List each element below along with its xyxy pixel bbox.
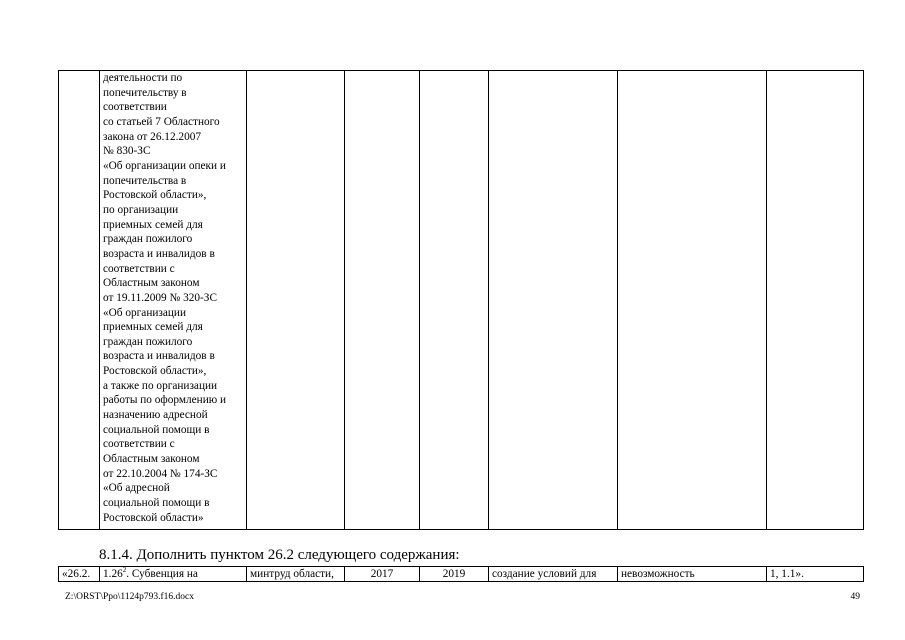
goal-cell: создание условий для — [489, 567, 618, 582]
description-line: соответствии с — [103, 262, 175, 275]
description-line: попечительству в — [103, 86, 187, 99]
description-line: соответствии — [103, 101, 167, 114]
description-line: от 22.10.2004 № 174-ЗС — [103, 467, 218, 480]
new-item-table — [58, 566, 864, 582]
description-line: приемных семей для — [103, 218, 203, 231]
start-year-cell: 2017 — [345, 567, 420, 582]
description-line: закона от 26.12.2007 — [103, 130, 202, 143]
description-line: социальной помощи в — [103, 497, 210, 510]
description-line: назначению адресной — [103, 409, 208, 422]
table-cell — [247, 71, 345, 530]
description-line: возраста и инвалидов в — [103, 247, 215, 260]
description-line: Ростовской области», — [103, 189, 207, 202]
description-line: Ростовской области», — [103, 365, 207, 378]
description-line: а также по организации — [103, 379, 218, 392]
section-heading: 8.1.4. Дополнить пунктом 26.2 следующего содержания: — [99, 547, 460, 563]
continuation-table — [58, 70, 864, 530]
description-line: по организации — [103, 203, 179, 216]
description-line: попечительства в — [103, 174, 187, 187]
description-line: со статьей 7 Областного — [103, 115, 220, 128]
table-cell — [489, 71, 618, 530]
table-cell-number — [59, 71, 100, 530]
description-line: возраста и инвалидов в — [103, 350, 215, 363]
description-line: «Об организации опеки и — [103, 159, 226, 172]
description-line: Ростовской области» — [103, 511, 204, 524]
description-line: граждан пожилого — [103, 335, 193, 348]
description-line: соответствии с — [103, 438, 175, 451]
description-line: «Об адресной — [103, 482, 170, 495]
page-number: 49 — [850, 592, 860, 602]
end-year-cell: 2019 — [420, 567, 489, 582]
description-line: работы по оформлению и — [103, 394, 227, 407]
table-cell — [345, 71, 420, 530]
description-line: № 830-ЗС — [103, 145, 151, 158]
document-file-path: Z:\ORST\Ppo\1124p793.f16.docx — [65, 592, 194, 602]
item-title-superscript: 2 — [122, 566, 127, 575]
item-title-cell — [100, 567, 247, 582]
item-title-text: . Субвенция на — [126, 568, 198, 580]
table-cell-description — [100, 71, 247, 530]
description-line: граждан пожилого — [103, 233, 193, 246]
item-number-cell: «26.2. — [59, 567, 100, 582]
reference-cell: 1, 1.1». — [767, 567, 864, 582]
consequence-cell: невозможность — [618, 567, 767, 582]
description-line: от 19.11.2009 № 320-ЗС — [103, 291, 218, 304]
description-line: Областным законом — [103, 277, 200, 290]
item-title-number: 1.26 — [103, 568, 123, 580]
description-line: Областным законом — [103, 453, 200, 466]
description-line: приемных семей для — [103, 321, 203, 334]
description-line: социальной помощи в — [103, 423, 210, 436]
description-line: деятельности по — [103, 72, 183, 84]
table-cell — [618, 71, 767, 530]
table-row — [59, 71, 864, 530]
administrator-cell: минтруд области, — [247, 567, 345, 582]
description-line: «Об организации — [103, 306, 187, 319]
table-cell — [767, 71, 864, 530]
table-cell — [420, 71, 489, 530]
table-row — [59, 567, 864, 582]
